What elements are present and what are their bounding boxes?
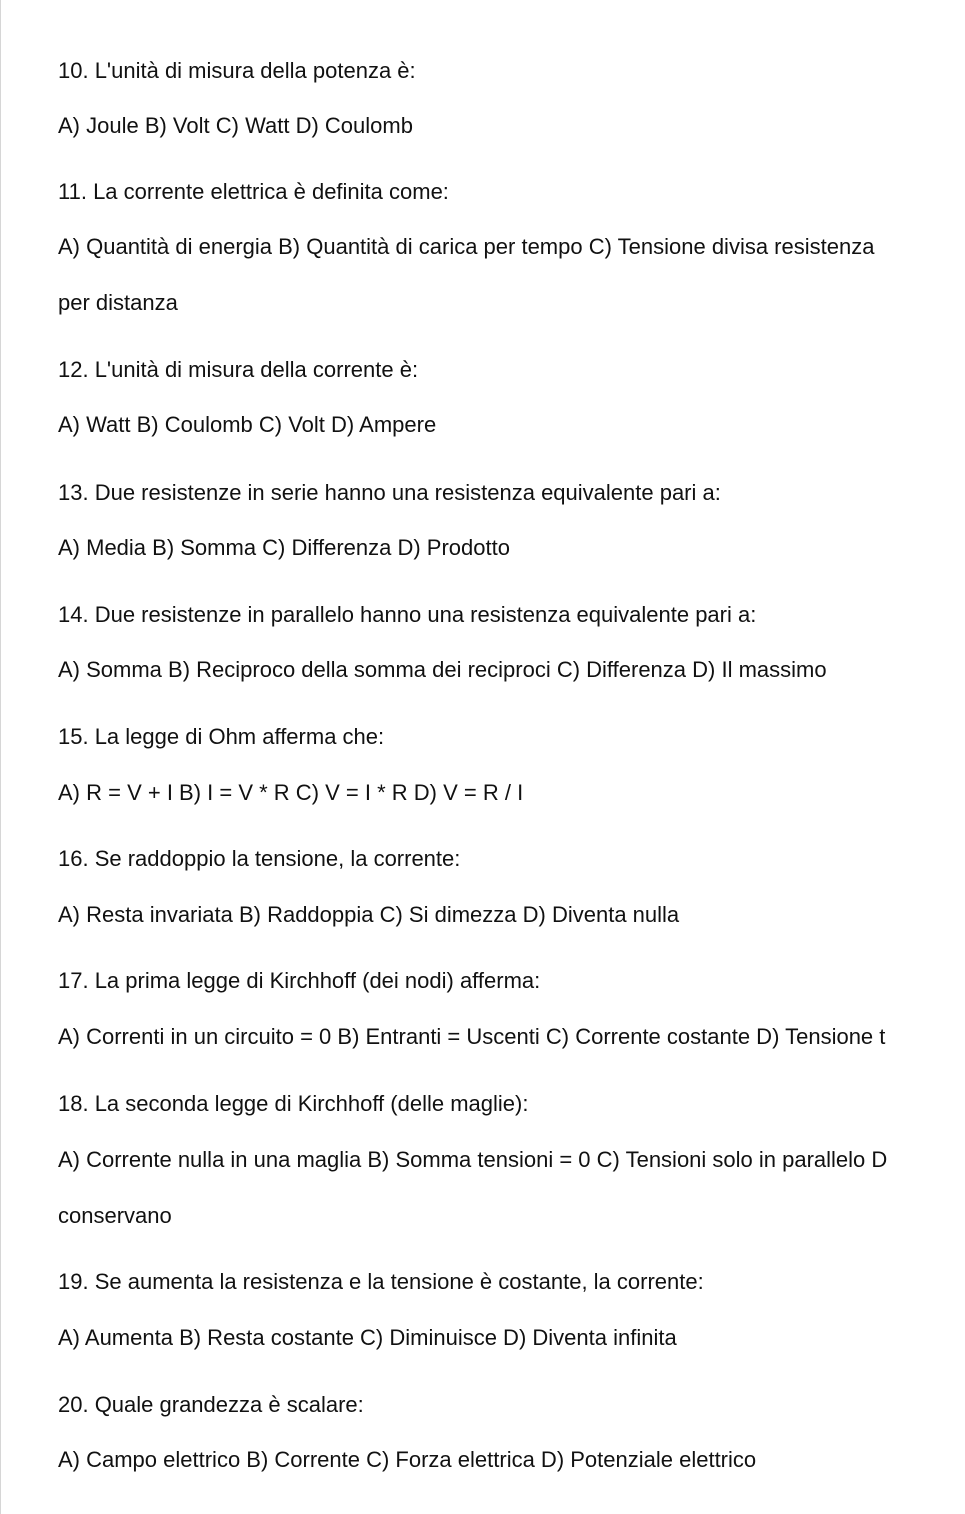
question-17-text: 17. La prima legge di Kirchhoff (dei nodi) afferma: [58, 968, 541, 993]
question-10-text: 10. L'unità di misura della potenza è: [58, 58, 416, 83]
question-15-text: 15. La legge di Ohm afferma che: [58, 724, 385, 749]
question-13-text: 13. Due resistenze in serie hanno una resistenza equivalente pari a: [58, 480, 721, 505]
question-11-text: 11. La corrente elettrica è definita come: [58, 179, 449, 204]
question-15-answers: A) R = V + I B) I = V * R C) V = I * R D) V = R / I [58, 780, 524, 805]
question-14-answers: A) Somma B) Reciproco della somma dei reciproci C) Differenza D) Il massimo [58, 657, 827, 682]
question-18-answers: A) Corrente nulla in una maglia B) Somma tensioni = 0 C) Tensioni solo in parallelo D [58, 1147, 888, 1172]
question-13-answers: A) Media B) Somma C) Differenza D) Prodotto [58, 535, 510, 560]
question-18-text: 18. La seconda legge di Kirchhoff (delle maglie): [58, 1091, 529, 1116]
question-18-answers-continued: conservano [58, 1203, 172, 1228]
question-19-text: 19. Se aumenta la resistenza e la tensione è costante, la corrente: [58, 1269, 704, 1294]
question-12-text: 12. L'unità di misura della corrente è: [58, 357, 419, 382]
question-16-answers: A) Resta invariata B) Raddoppia C) Si dimezza D) Diventa nulla [58, 902, 680, 927]
question-12-answers: A) Watt B) Coulomb C) Volt D) Ampere [58, 412, 437, 437]
question-11-answers-continued: per distanza [58, 290, 178, 315]
question-19-answers: A) Aumenta B) Resta costante C) Diminuisce D) Diventa infinita [58, 1325, 677, 1350]
question-17-answers: A) Correnti in un circuito = 0 B) Entranti = Uscenti C) Corrente costante D) Tensione t [58, 1024, 886, 1049]
question-16-text: 16. Se raddoppio la tensione, la corrente: [58, 846, 461, 871]
question-14-text: 14. Due resistenze in parallelo hanno una resistenza equivalente pari a: [58, 602, 757, 627]
question-10-answers: A) Joule B) Volt C) Watt D) Coulomb [58, 113, 413, 138]
question-20-text: 20. Quale grandezza è scalare: [58, 1392, 364, 1417]
question-11-answers: A) Quantità di energia B) Quantità di carica per tempo C) Tensione divisa resistenza [58, 234, 875, 259]
question-20-answers: A) Campo elettrico B) Corrente C) Forza elettrica D) Potenziale elettrico [58, 1447, 757, 1472]
